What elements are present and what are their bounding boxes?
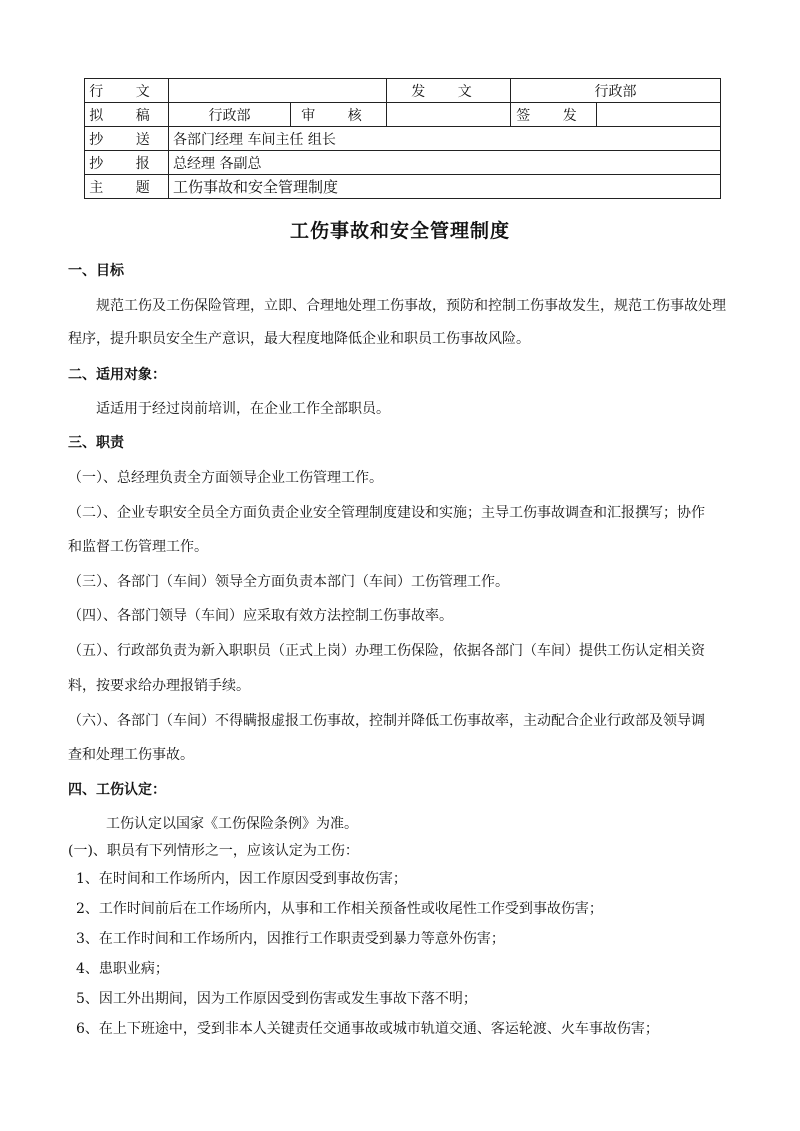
header-label-nigao: 拟 稿 [85,103,169,127]
duty-item-5-line1: （五）、行政部负责为新入职职员（正式上岗）办理工伤保险，依据各部门（车间）提供工伤认定相关资 [68,643,705,659]
header-row-chaobao [85,151,721,175]
duty-item-3: （三）、各部门（车间）领导全方面负责本部门（车间）工伤管理工作。 [68,574,509,590]
recognition-list-item: 6、在上下班途中，受到非本人关键责任交通事故或城市轨道交通、客运轮渡、火车事故伤害； [76,1021,659,1037]
duty-item-2-line2: 和监督工伤管理工作。 [68,539,208,555]
duty-item-6-line1: （六）、各部门（车间）不得瞒报虚报工伤事故，控制并降低工伤事故率，主动配合企业行政部及领导调 [68,713,705,729]
header-value-shenhe [387,103,511,127]
header-value-nigao: 行政部 [169,103,291,127]
duty-item-5-line2: 料，按要求给办理报销手续。 [68,678,250,694]
header-row-zhuti [85,175,721,199]
section-heading-duties: 三、职责 [68,435,124,451]
recognition-list-item: 5、因工外出期间，因为工作原因受到伤害或发生事故下落不明； [76,991,477,1007]
duty-item-2-line1: （二）、企业专职安全员全方面负责企业安全管理制度建设和实施；主导工伤事故调查和汇报撰写；协作 [68,505,705,521]
recognition-list-item: 2、工作时间前后在工作场所内，从事和工作相关预备性或收尾性工作受到事故伤害； [76,901,603,917]
duty-item-4: （四）、各部门领导（车间）应采取有效方法控制工伤事故率。 [68,608,453,624]
header-label-shenhe: 审 核 [291,103,387,127]
paragraph-recognition: 工伤认定以国家《工伤保险条例》为准。 [106,816,358,832]
header-value-xingwen [169,79,387,103]
header-label-chaobao: 抄 报 [85,151,169,175]
header-value-qianfa [597,103,721,127]
header-row-nigao [85,103,721,127]
header-label-xingwen: 行 文 [85,79,169,103]
header-value-fawen: 行政部 [511,79,721,103]
paragraph-scope: 适适用于经过岗前培训，在企业工作全部职员。 [96,401,390,417]
duty-item-1: （一）、总经理负责全方面领导企业工伤管理工作。 [68,470,383,486]
header-row-xingwen [85,79,721,103]
paragraph-goal-line2: 程序，提升职员安全生产意识，最大程度地降低企业和职员工伤事故风险。 [68,331,530,347]
document-header-table [84,78,721,199]
section-heading-recognition: 四、工伤认定： [68,782,166,798]
header-label-qianfa: 签 发 [511,103,597,127]
header-label-zhuti: 主 题 [85,175,169,199]
section-heading-scope: 二、适用对象： [68,367,166,383]
document-title: 工伤事故和安全管理制度 [289,220,510,242]
header-value-chaobao: 总经理 各副总 [169,151,721,175]
header-value-zhuti: 工伤事故和安全管理制度 [169,175,721,199]
header-label-chaosong: 抄 送 [85,127,169,151]
paragraph-goal-line1: 规范工伤及工伤保险管理，立即、合理地处理工伤事故，预防和控制工伤事故发生，规范工伤事故处理 [96,298,726,314]
recognition-list-item: 4、患职业病； [76,961,169,977]
recognition-subheading-1: (一)、职员有下列情形之一，应该认定为工伤： [68,843,359,859]
recognition-list-item: 1、在时间和工作场所内，因工作原因受到事故伤害； [76,871,407,887]
section-heading-goal: 一、目标 [68,263,124,279]
duty-item-6-line2: 查和处理工伤事故。 [68,747,194,763]
header-row-chaosong [85,127,721,151]
header-value-chaosong: 各部门经理 车间主任 组长 [169,127,721,151]
recognition-list-item: 3、在工作时间和工作场所内，因推行工作职责受到暴力等意外伤害； [76,931,505,947]
header-label-fawen: 发 文 [387,79,511,103]
